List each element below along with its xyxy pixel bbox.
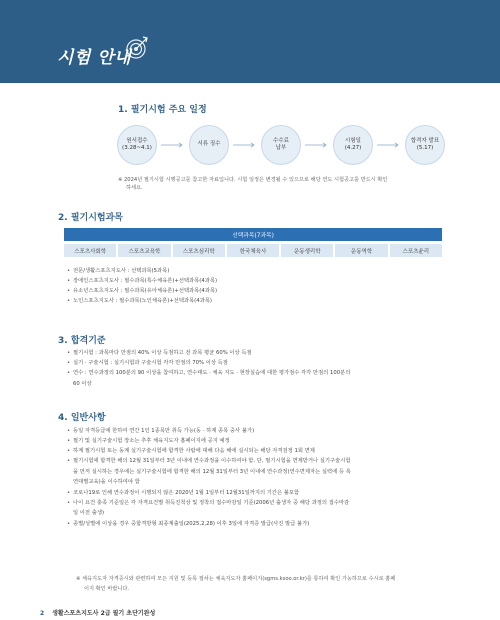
page-footer	[40, 608, 155, 617]
subjects-table	[64, 228, 442, 257]
step-label: 수수료	[273, 137, 289, 144]
general-list	[67, 426, 447, 529]
section-heading-schedule: 1. 필기시험 주요 일정	[118, 105, 207, 115]
arrow-right-icon	[161, 142, 185, 148]
step-result-announcement	[405, 125, 445, 165]
page-number: 2	[40, 610, 45, 617]
table-cell: 스포츠윤리	[390, 244, 442, 257]
step-application	[117, 125, 157, 165]
step-label: 서류 징수	[197, 141, 221, 148]
step-label: 시험일	[345, 137, 361, 144]
step-date: (4.27)	[344, 145, 362, 151]
list-item: • 장애인스포츠지도사 : 필수과목(특수체육론)+선택과목(4과목)	[67, 276, 217, 286]
step-label: 합격자 발표	[410, 137, 440, 144]
list-item: • 필기시험 : 과목마다 만점의 40% 이상 득점하고 전 과목 평균 60% 이상 득점	[67, 348, 447, 358]
table-cell: 스포츠교육학	[118, 244, 170, 257]
list-item: • 연수 : 연수과정의 100분의 90 이상을 참여하고, 연수태도 · 체육 지도 · 현장실습에 대한 평가점수 각각 만점의 100분의 60 이상	[67, 368, 447, 389]
list-item: • 종별/성별에 이상을 경우 중합격방형 최종계출일(2025,2,28) 이후 3일에 자격증 발급(사진 발급 불가)	[67, 519, 447, 529]
list-item: • 동일 자격등급에 한하여 연간 1인 1종목만 취득 가능(동 · 하계 종목 중사 불가)	[67, 426, 447, 436]
schedule-timeline	[117, 125, 440, 165]
page-header	[0, 0, 500, 83]
step-label-2: 납부	[275, 145, 287, 151]
list-item: • 코로나19로 인해 연수과정이 시행되지 않은 2020년 1월 1일부터 12월31일까지의 기간은 불포함	[67, 488, 447, 498]
step-document-collection	[189, 125, 229, 165]
section-heading-pass-criteria: 3. 합격기준	[58, 336, 106, 346]
list-item: • 유소년스포츠지도사 : 필수과목(유아체육론)+선택과목(4과목)	[67, 286, 217, 296]
section-heading-general: 4. 일반사항	[58, 413, 106, 423]
list-item: • 하계 필기시험 또는 동계 실기구술시험에 합격한 사람에 대해 다음 해에 실시되는 해당 자격검정 1회 면제	[67, 446, 447, 456]
step-date: (5.17)	[416, 145, 434, 151]
step-fee-payment	[261, 125, 301, 165]
list-item: • 필기시험에 합격한 해의 12월 31일부터 3년 이내에 연수과정을 이수하여야 함. 단, 필기시험을 면제받거나 실기구술시험 을 먼저 실시하는 경우에는 실기구술시험에 합격한 해의 12월 31일부터 3년 이내에 연수과정(연수면제자는 실력에 등 록 연대별교육)을 이수하여야 함	[67, 456, 447, 488]
table-cell: 한국체육사	[227, 244, 279, 257]
table-cell: 운동역학	[335, 244, 387, 257]
subjects-list	[67, 266, 217, 306]
table-row	[64, 244, 442, 257]
table-cell: 스포츠심리학	[173, 244, 225, 257]
list-item: • 노인스포츠지도사 : 필수과목(노인체육론)+선택과목(4과목)	[67, 296, 217, 306]
book-title: 생활스포츠지도사 2급 필기 초단기완성	[52, 610, 156, 617]
list-item: • 나이 요건 충족 기준일은 각 자격요건별 취득진척상 및 정착의 접수마감일 기준(2006년 출생자 중 해당 과정의 접수마감 일 이전 출생)	[67, 498, 447, 519]
schedule-note: ※ 2024년 필기시험 시행공고를 참고한 자료입니다. 시험 일정은 변경될 수 있으므로 해당 연도 시험공고를 반드시 확인 하세요.	[118, 177, 388, 192]
step-exam-day	[333, 125, 373, 165]
page-title: 시험 안내	[57, 48, 132, 68]
table-cell: 스포츠사회학	[64, 244, 116, 257]
target-icon	[125, 34, 151, 60]
table-cell: 운동생리학	[281, 244, 333, 257]
list-item: • 실기 · 구술시험 : 실기시험과 구술시험 각각 만점의 70% 이상 득점	[67, 358, 447, 368]
step-date: (3.28~4.1)	[122, 145, 152, 151]
criteria-list	[67, 348, 447, 389]
section-heading-subjects: 2. 필기시험과목	[58, 213, 123, 223]
list-item: • 필기 및 실기구술시험 장소는 추후 체육지도자 홈페이지에 공지 예정	[67, 436, 447, 446]
step-label: 원서접수	[126, 137, 148, 144]
general-note: ※ 체육지도자 자격증시와 관련하여 모든 지원 및 등록 절차는 체육지도자 홈페이지(sgms.ksoo.or.kr)를 통하여 확인 가능하므로 수시로 홈페 이지 확인 바랍니다.	[76, 576, 396, 592]
table-header: 선택과목(7과목)	[64, 228, 442, 241]
arrow-right-icon	[377, 142, 401, 148]
arrow-right-icon	[305, 142, 329, 148]
list-item: • 전문/생활스포츠지도사 : 선택과목(5과목)	[67, 266, 217, 276]
arrow-right-icon	[233, 142, 257, 148]
